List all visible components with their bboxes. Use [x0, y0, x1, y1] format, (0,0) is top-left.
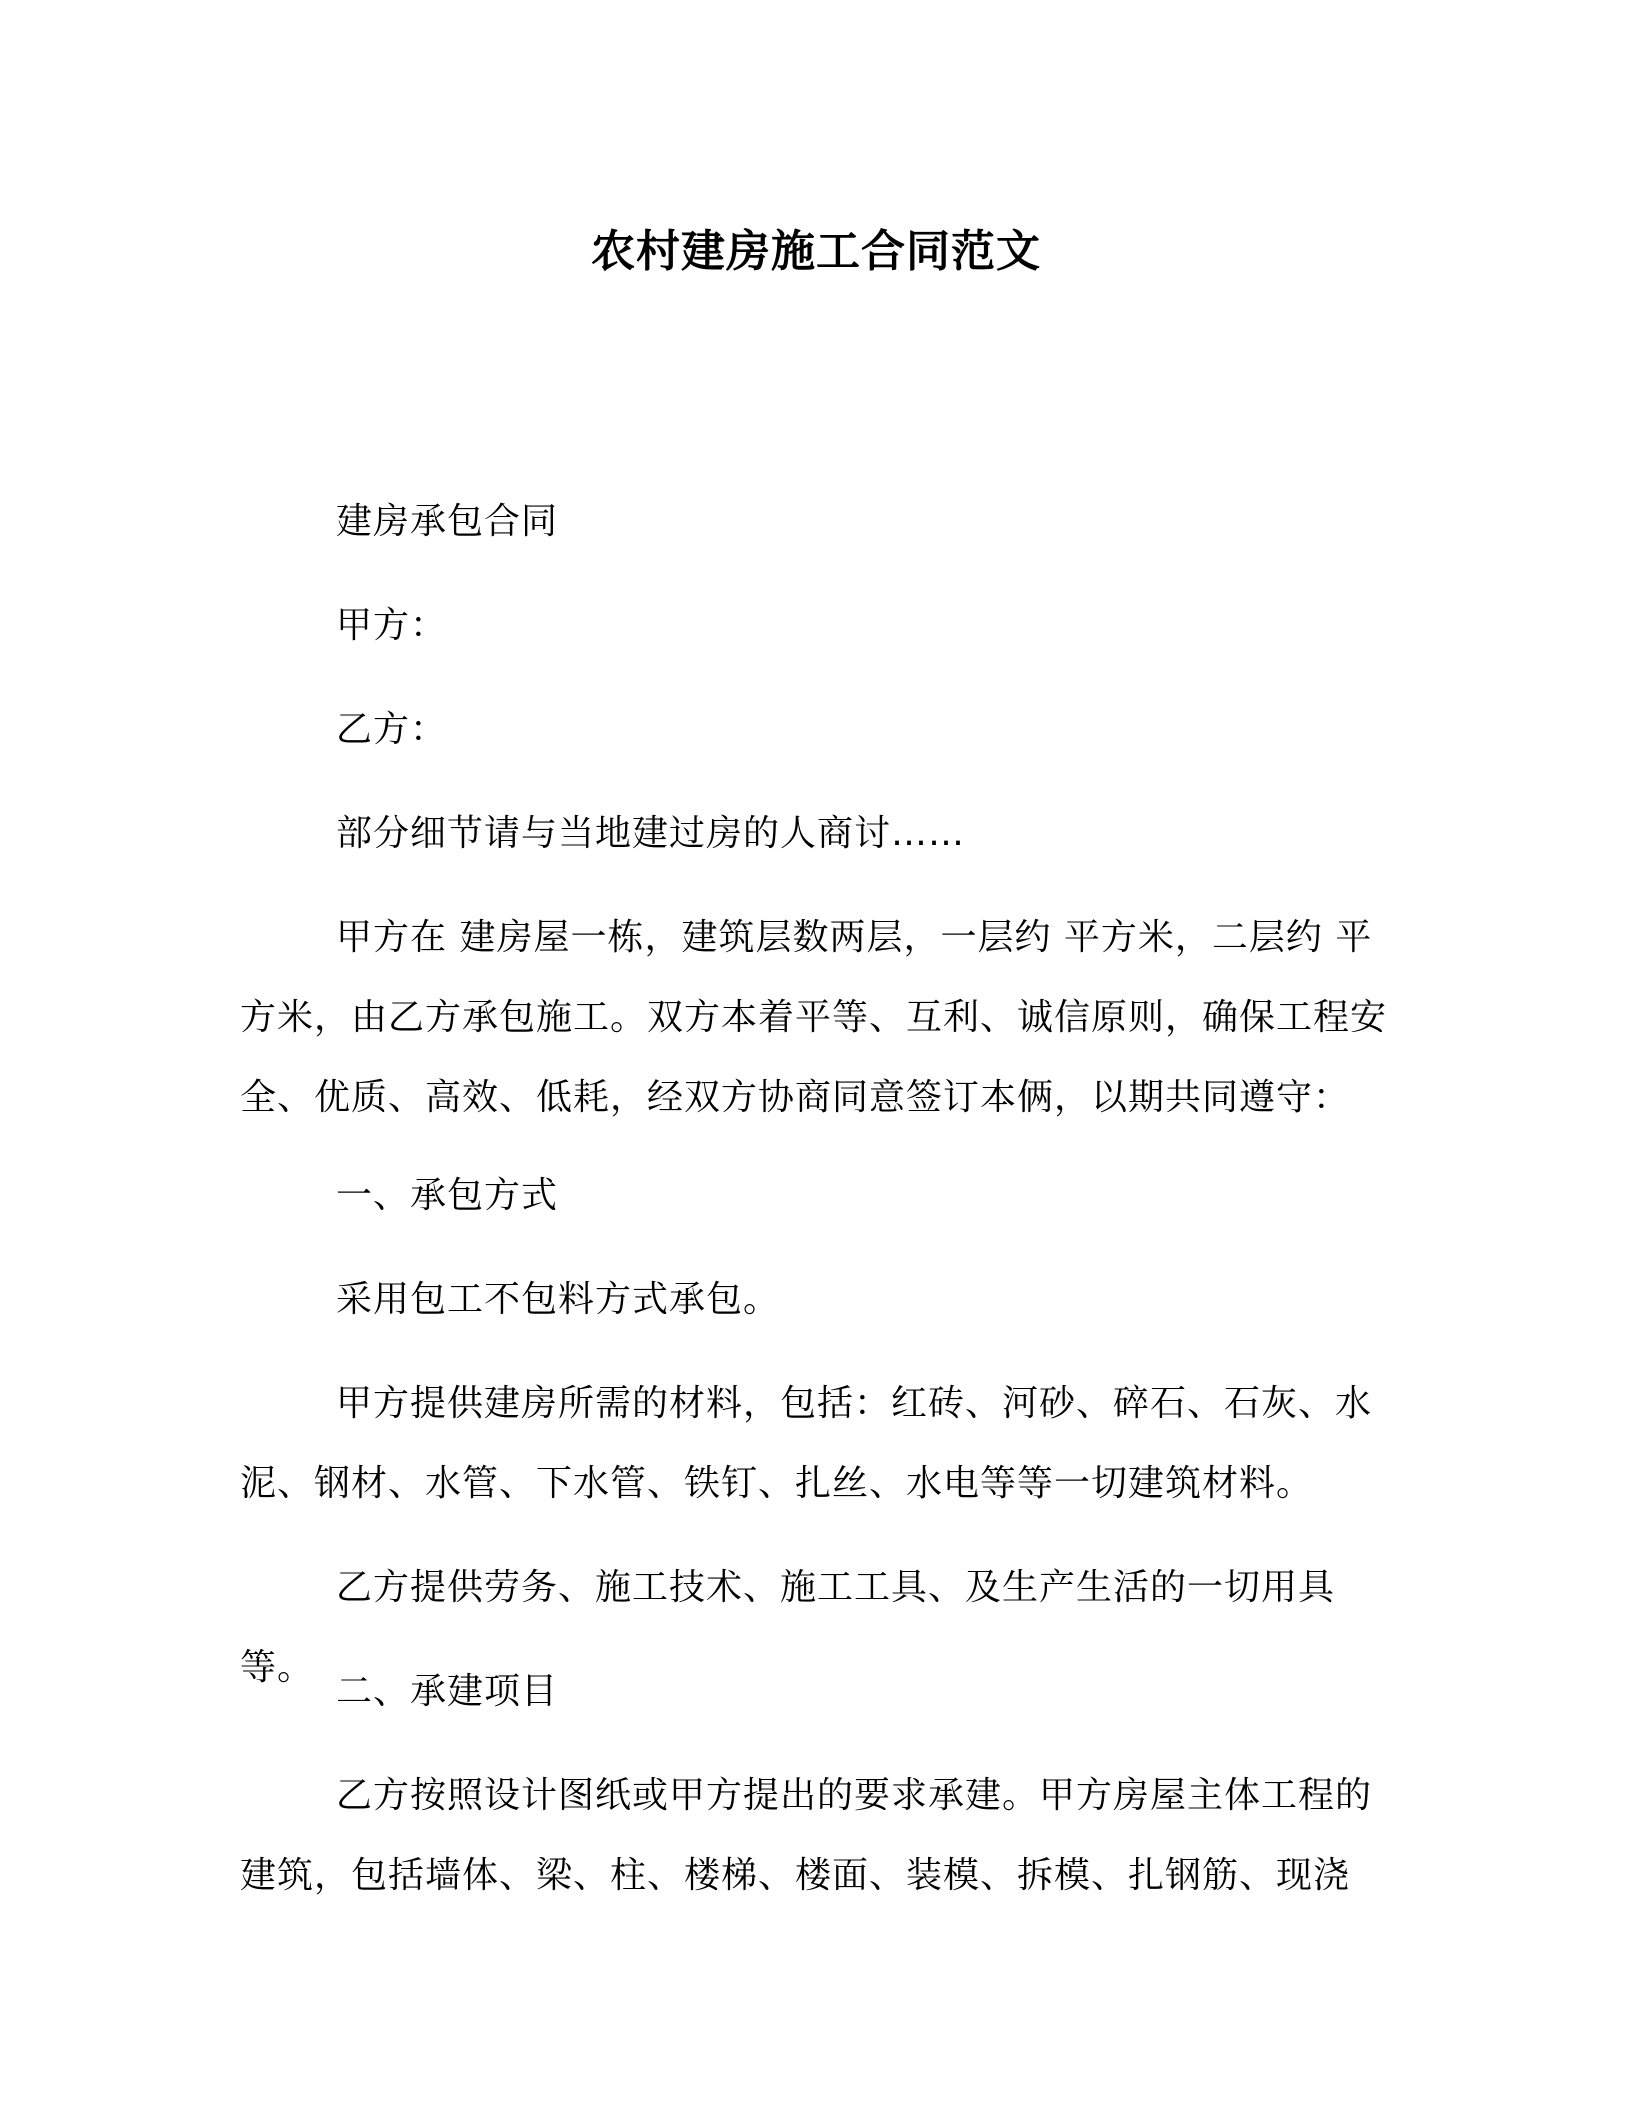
paragraph-materials: 甲方提供建房所需的材料，包括：红砖、河砂、碎石、石灰、水泥、钢材、水管、下水管、铁钉、扎丝、水电等等一切建筑材料。 — [240, 1383, 1373, 1504]
paragraph-labor: 乙方提供劳务、施工技术、施工工具、及生产生活的一切用具等。 — [240, 1567, 1336, 1688]
section-heading-1: 一、承包方式 — [336, 1175, 559, 1216]
paragraph-note: 部分细节请与当地建过房的人商讨…… — [336, 813, 966, 854]
paragraph-intro: 甲方在 建房屋一栋，建筑层数两层，一层约 平方米，二层约 平方米，由乙方承包施工。双方本着平等、互利、诚信原则，确保工程安全、优质、高效、低耗，经双方协商同意签订本俩，以期共同遵守： — [240, 917, 1388, 1118]
section-heading-2: 二、承建项目 — [336, 1671, 559, 1712]
paragraph-method: 采用包工不包料方式承包。 — [336, 1279, 781, 1320]
paragraph-party-a: 甲方： — [336, 605, 448, 646]
document-title: 农村建房施工合同范文 — [591, 226, 1041, 277]
paragraph-contract-name: 建房承包合同 — [336, 501, 559, 542]
paragraph-party-b: 乙方： — [336, 709, 448, 750]
paragraph-scope: 乙方按照设计图纸或甲方提出的要求承建。甲方房屋主体工程的建筑，包括墙体、梁、柱、楼梯、楼面、装模、拆模、扎钢筋、现浇 — [240, 1775, 1373, 1896]
